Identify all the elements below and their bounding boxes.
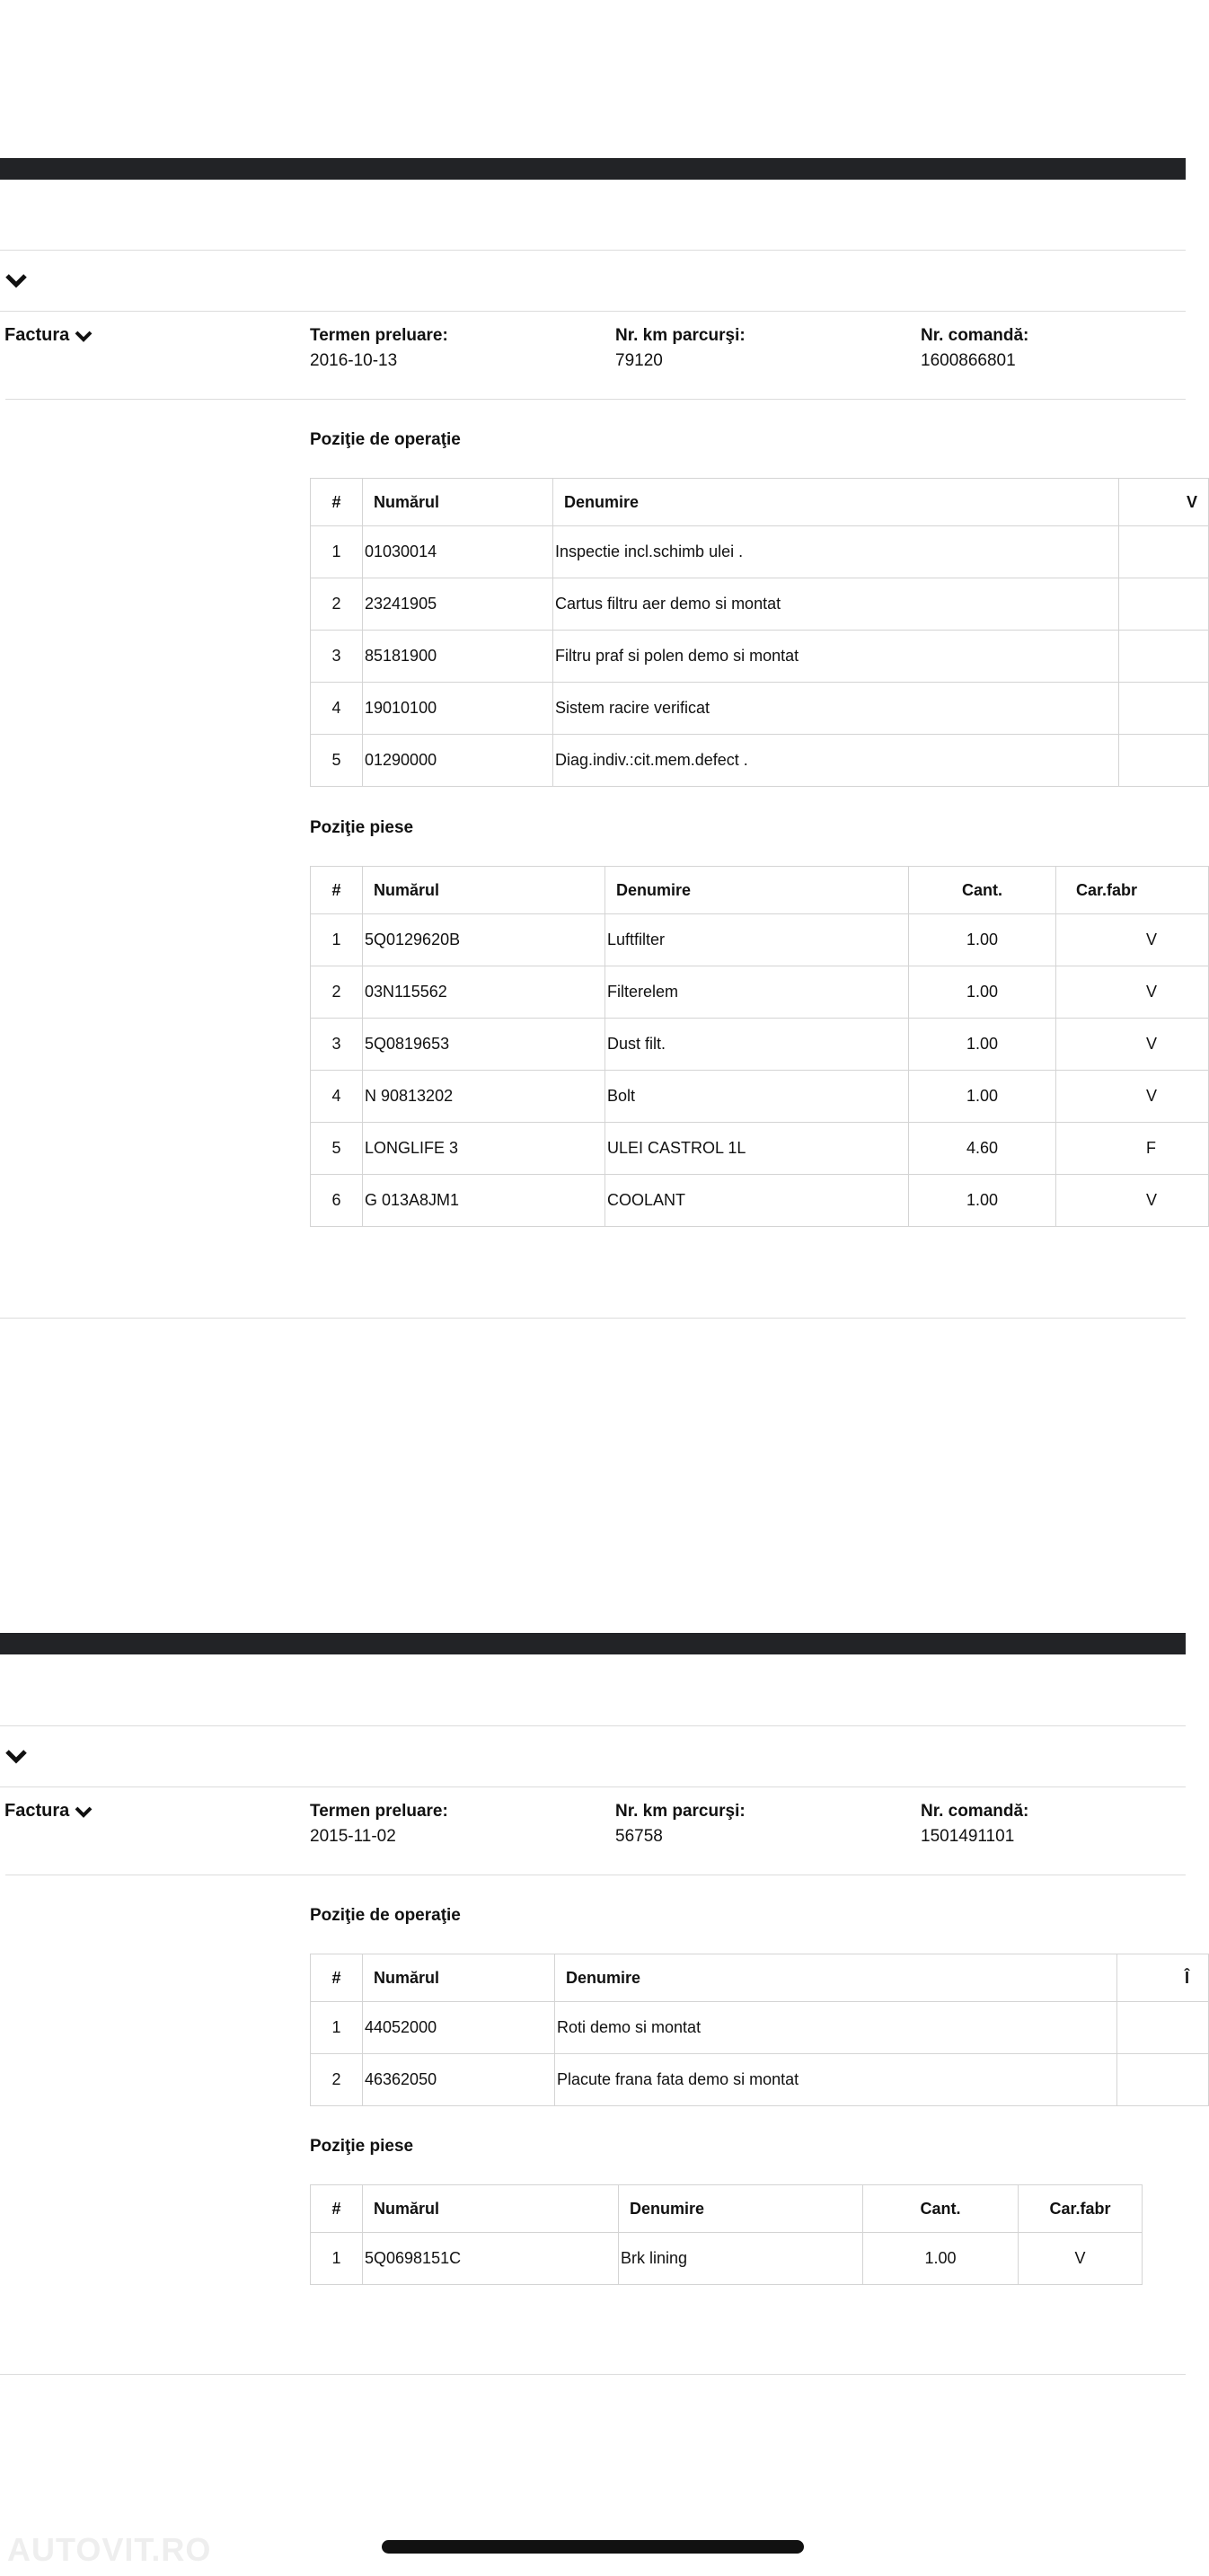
header-numar: Numărul	[363, 867, 605, 914]
cell-cant: 1.00	[909, 1071, 1056, 1123]
termen-preluare-label: Termen preluare:	[310, 1802, 448, 1821]
cell-numar: N 90813202	[363, 1071, 605, 1123]
header-denumire: Denumire	[619, 2185, 863, 2233]
operations-title: Poziţie de operaţie	[310, 430, 461, 449]
cell-index: 3	[311, 631, 363, 683]
cell-index: 1	[311, 526, 363, 578]
chevron-down-icon	[75, 330, 93, 342]
cell-extra	[1119, 526, 1209, 578]
header-numar: Numărul	[363, 2185, 619, 2233]
cell-numar: 01290000	[363, 735, 553, 787]
cell-extra	[1119, 735, 1209, 787]
chevron-down-icon	[75, 1805, 93, 1818]
km-value: 56758	[615, 1827, 663, 1846]
table-header-row	[311, 1954, 1209, 2002]
cell-cant: 1.00	[909, 1175, 1056, 1227]
watermark-logo: AUTOVIT.RO	[7, 2531, 212, 2568]
operations-table	[310, 478, 1209, 787]
header-index: #	[311, 2185, 363, 2233]
chevron-down-icon[interactable]	[4, 271, 29, 289]
cell-car-fabr: F	[1056, 1123, 1209, 1175]
cell-numar: 03N115562	[363, 966, 605, 1019]
home-indicator[interactable]	[382, 2540, 804, 2554]
cell-car-fabr: V	[1019, 2233, 1143, 2285]
cell-denumire: Cartus filtru aer demo si montat	[553, 578, 1119, 631]
cell-index: 3	[311, 1019, 363, 1071]
cell-numar: 44052000	[363, 2002, 555, 2054]
table-row	[311, 1123, 1209, 1175]
cell-denumire: Luftfilter	[605, 914, 909, 966]
divider	[0, 250, 1186, 251]
section-divider-bar	[0, 158, 1186, 180]
header-cant: Cant.	[909, 867, 1056, 914]
cell-extra	[1117, 2054, 1209, 2106]
header-denumire: Denumire	[553, 479, 1119, 526]
km-label: Nr. km parcurşi:	[615, 1802, 746, 1821]
cell-index: 2	[311, 966, 363, 1019]
table-row	[311, 2054, 1209, 2106]
termen-preluare-value: 2016-10-13	[310, 351, 398, 370]
cell-cant: 4.60	[909, 1123, 1056, 1175]
header-index: #	[311, 479, 363, 526]
header-numar: Numărul	[363, 1954, 555, 2002]
header-denumire: Denumire	[605, 867, 909, 914]
cell-index: 6	[311, 1175, 363, 1227]
table-row	[311, 2002, 1209, 2054]
chevron-down-icon[interactable]	[4, 1747, 29, 1765]
factura-label: Factura	[4, 1801, 70, 1821]
header-cant: Cant.	[863, 2185, 1019, 2233]
divider	[0, 1318, 1186, 1319]
cell-numar: 5Q0129620B	[363, 914, 605, 966]
cell-denumire: ULEI CASTROL 1L	[605, 1123, 909, 1175]
cell-index: 2	[311, 578, 363, 631]
cell-index: 1	[311, 2233, 363, 2285]
header-extra: Î	[1117, 1954, 1209, 2002]
cell-numar: 85181900	[363, 631, 553, 683]
cell-index: 4	[311, 1071, 363, 1123]
cell-extra	[1119, 631, 1209, 683]
table-row	[311, 578, 1209, 631]
table-row	[311, 1019, 1209, 1071]
cell-numar: 19010100	[363, 683, 553, 735]
cell-index: 2	[311, 2054, 363, 2106]
table-header-row	[311, 479, 1209, 526]
cell-denumire: Bolt	[605, 1071, 909, 1123]
table-row	[311, 914, 1209, 966]
table-row	[311, 966, 1209, 1019]
cell-car-fabr: V	[1056, 1071, 1209, 1123]
table-row	[311, 1071, 1209, 1123]
comanda-value: 1600866801	[921, 351, 1016, 370]
cell-numar: LONGLIFE 3	[363, 1123, 605, 1175]
cell-numar: 5Q0819653	[363, 1019, 605, 1071]
factura-toggle[interactable]	[4, 1801, 93, 1822]
cell-denumire: Filterelem	[605, 966, 909, 1019]
cell-denumire: Filtru praf si polen demo si montat	[553, 631, 1119, 683]
cell-denumire: Diag.indiv.:cit.mem.defect .	[553, 735, 1119, 787]
header-car-fabr: Car.fabr	[1056, 867, 1209, 914]
divider	[0, 311, 1186, 312]
cell-extra	[1119, 683, 1209, 735]
divider	[0, 1786, 1186, 1787]
section-divider-bar	[0, 1633, 1186, 1654]
termen-preluare-value: 2015-11-02	[310, 1827, 396, 1846]
cell-denumire: Roti demo si montat	[555, 2002, 1117, 2054]
cell-numar: G 013A8JM1	[363, 1175, 605, 1227]
cell-cant: 1.00	[909, 1019, 1056, 1071]
operations-table	[310, 1954, 1209, 2106]
divider	[0, 2374, 1186, 2375]
km-label: Nr. km parcurşi:	[615, 326, 746, 345]
parts-table	[310, 866, 1209, 1227]
comanda-value: 1501491101	[921, 1827, 1015, 1846]
cell-car-fabr: V	[1056, 966, 1209, 1019]
divider	[5, 399, 1186, 400]
header-index: #	[311, 1954, 363, 2002]
table-row	[311, 2233, 1143, 2285]
cell-car-fabr: V	[1056, 1175, 1209, 1227]
table-row	[311, 631, 1209, 683]
cell-car-fabr: V	[1056, 914, 1209, 966]
cell-denumire: Inspectie incl.schimb ulei .	[553, 526, 1119, 578]
cell-index: 1	[311, 2002, 363, 2054]
table-row	[311, 526, 1209, 578]
cell-denumire: Sistem racire verificat	[553, 683, 1119, 735]
termen-preluare-label: Termen preluare:	[310, 326, 448, 345]
table-header-row	[311, 2185, 1143, 2233]
header-index: #	[311, 867, 363, 914]
header-denumire: Denumire	[555, 1954, 1117, 2002]
table-row	[311, 735, 1209, 787]
cell-numar: 01030014	[363, 526, 553, 578]
factura-label: Factura	[4, 325, 70, 345]
cell-denumire: COOLANT	[605, 1175, 909, 1227]
divider	[0, 1725, 1186, 1726]
header-car-fabr: Car.fabr	[1019, 2185, 1143, 2233]
operations-title: Poziţie de operaţie	[310, 1906, 461, 1925]
parts-title: Poziţie piese	[310, 818, 414, 837]
cell-index: 4	[311, 683, 363, 735]
cell-extra	[1117, 2002, 1209, 2054]
comanda-label: Nr. comandă:	[921, 326, 1029, 345]
cell-index: 1	[311, 914, 363, 966]
comanda-label: Nr. comandă:	[921, 1802, 1029, 1821]
cell-denumire: Dust filt.	[605, 1019, 909, 1071]
header-numar: Numărul	[363, 479, 553, 526]
cell-cant: 1.00	[909, 966, 1056, 1019]
cell-denumire: Brk lining	[619, 2233, 863, 2285]
parts-table	[310, 2184, 1143, 2285]
table-header-row	[311, 867, 1209, 914]
cell-extra	[1119, 578, 1209, 631]
factura-toggle[interactable]	[4, 325, 93, 346]
table-row	[311, 683, 1209, 735]
cell-car-fabr: V	[1056, 1019, 1209, 1071]
cell-index: 5	[311, 1123, 363, 1175]
cell-cant: 1.00	[909, 914, 1056, 966]
cell-cant: 1.00	[863, 2233, 1019, 2285]
header-extra: V	[1119, 479, 1209, 526]
parts-title: Poziţie piese	[310, 2137, 414, 2156]
cell-denumire: Placute frana fata demo si montat	[555, 2054, 1117, 2106]
cell-numar: 5Q0698151C	[363, 2233, 619, 2285]
cell-numar: 23241905	[363, 578, 553, 631]
km-value: 79120	[615, 351, 663, 370]
cell-index: 5	[311, 735, 363, 787]
table-row	[311, 1175, 1209, 1227]
cell-numar: 46362050	[363, 2054, 555, 2106]
